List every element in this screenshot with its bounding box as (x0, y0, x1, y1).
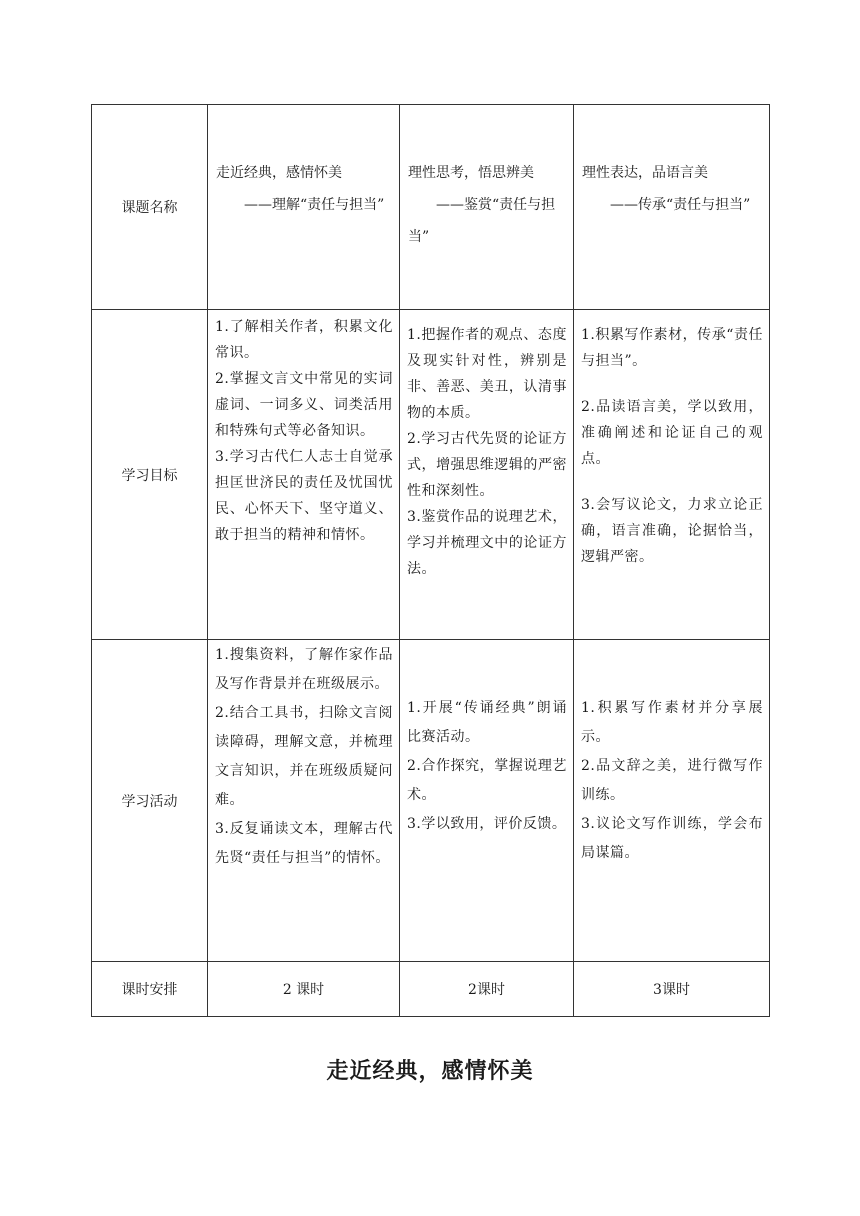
table-row-goals (92, 310, 770, 640)
table-row-activities (92, 640, 770, 962)
activity-item: 2.品文辞之美，进行微写作训练。 (581, 758, 763, 803)
goals-cell-2 (400, 310, 574, 640)
goal-item: 1.把握作者的观点、态度及现实针对性，辨别是非、善恶、美丑，认清事物的本质。 (407, 327, 567, 421)
hours-cell-2: 2课时 (400, 962, 574, 1017)
goal-item: 1.积累写作素材，传承“责任与担当”。 (581, 327, 763, 369)
goal-item: 1.了解相关作者，积累文化常识。 (215, 319, 393, 361)
goal-item: 3.学习古代仁人志士自觉承担匡世济民的责任及忧国忧民、心怀天下、坚守道义、敢于担当的精神和情怀。 (215, 449, 393, 543)
topic-main-1: 走近经典，感情怀美 (216, 165, 342, 181)
goal-item: 2.掌握文言文中常见的实词虚词、一词多义、词类活用和特殊句式等必备知识。 (215, 371, 393, 439)
activity-item: 1.搜集资料，了解作家作品及写作背景并在班级展示。 (215, 647, 393, 692)
topic-cell-2 (400, 105, 574, 310)
activity-item: 3.议论文写作训练，学会布局谋篇。 (581, 816, 763, 861)
goals-cell-3 (574, 310, 770, 640)
activity-item: 2.结合工具书，扫除文言阅读障碍，理解文意，并梳理文言知识，并在班级质疑问难。 (215, 705, 393, 808)
section-heading: 走近经典，感情怀美 (326, 1058, 534, 1084)
activities-cell-3 (574, 640, 770, 962)
topic-main-2: 理性思考，悟思辨美 (408, 165, 534, 181)
lesson-plan-table (91, 104, 770, 1017)
goal-item: 2.品读语言美，学以致用，准确阐述和论证自己的观点。 (581, 399, 763, 467)
topic-sub-1: ——理解“责任与担当” (244, 197, 385, 213)
topic-cell-3 (574, 105, 770, 310)
topic-cell-1 (208, 105, 400, 310)
row-header-hours: 课时安排 (92, 962, 208, 1017)
activity-item: 1.开展“传诵经典”朗诵比赛活动。 (407, 700, 567, 745)
goal-item: 2.学习古代先贤的论证方式，增强思维逻辑的严密性和深刻性。 (407, 431, 567, 499)
activity-item: 3.反复诵读文本，理解古代先贤“责任与担当”的情怀。 (215, 821, 393, 866)
row-header-topic: 课题名称 (92, 105, 208, 310)
row-header-goals: 学习目标 (92, 310, 208, 640)
table-row-hours (92, 962, 770, 1017)
activity-item: 1.积累写作素材并分享展示。 (581, 700, 763, 745)
goal-item: 3.会写议论文，力求立论正确，语言准确，论据恰当，逻辑严密。 (581, 497, 763, 565)
topic-sub-2: ——鉴赏“责任与担当” (408, 197, 556, 245)
goal-item: 3.鉴赏作品的说理艺术，学习并梳理文中的论证方法。 (407, 509, 567, 577)
activity-item: 2.合作探究，掌握说理艺术。 (407, 758, 567, 803)
topic-main-3: 理性表达，品语言美 (582, 165, 708, 181)
hours-cell-3: 3课时 (574, 962, 770, 1017)
row-header-activities: 学习活动 (92, 640, 208, 962)
table-row-topic (92, 105, 770, 310)
goals-cell-1 (208, 310, 400, 640)
activities-cell-2 (400, 640, 574, 962)
topic-sub-3: ——传承“责任与担当” (610, 197, 751, 213)
hours-cell-1: 2 课时 (208, 962, 400, 1017)
activities-cell-1 (208, 640, 400, 962)
activity-item: 3.学以致用，评价反馈。 (407, 816, 567, 832)
